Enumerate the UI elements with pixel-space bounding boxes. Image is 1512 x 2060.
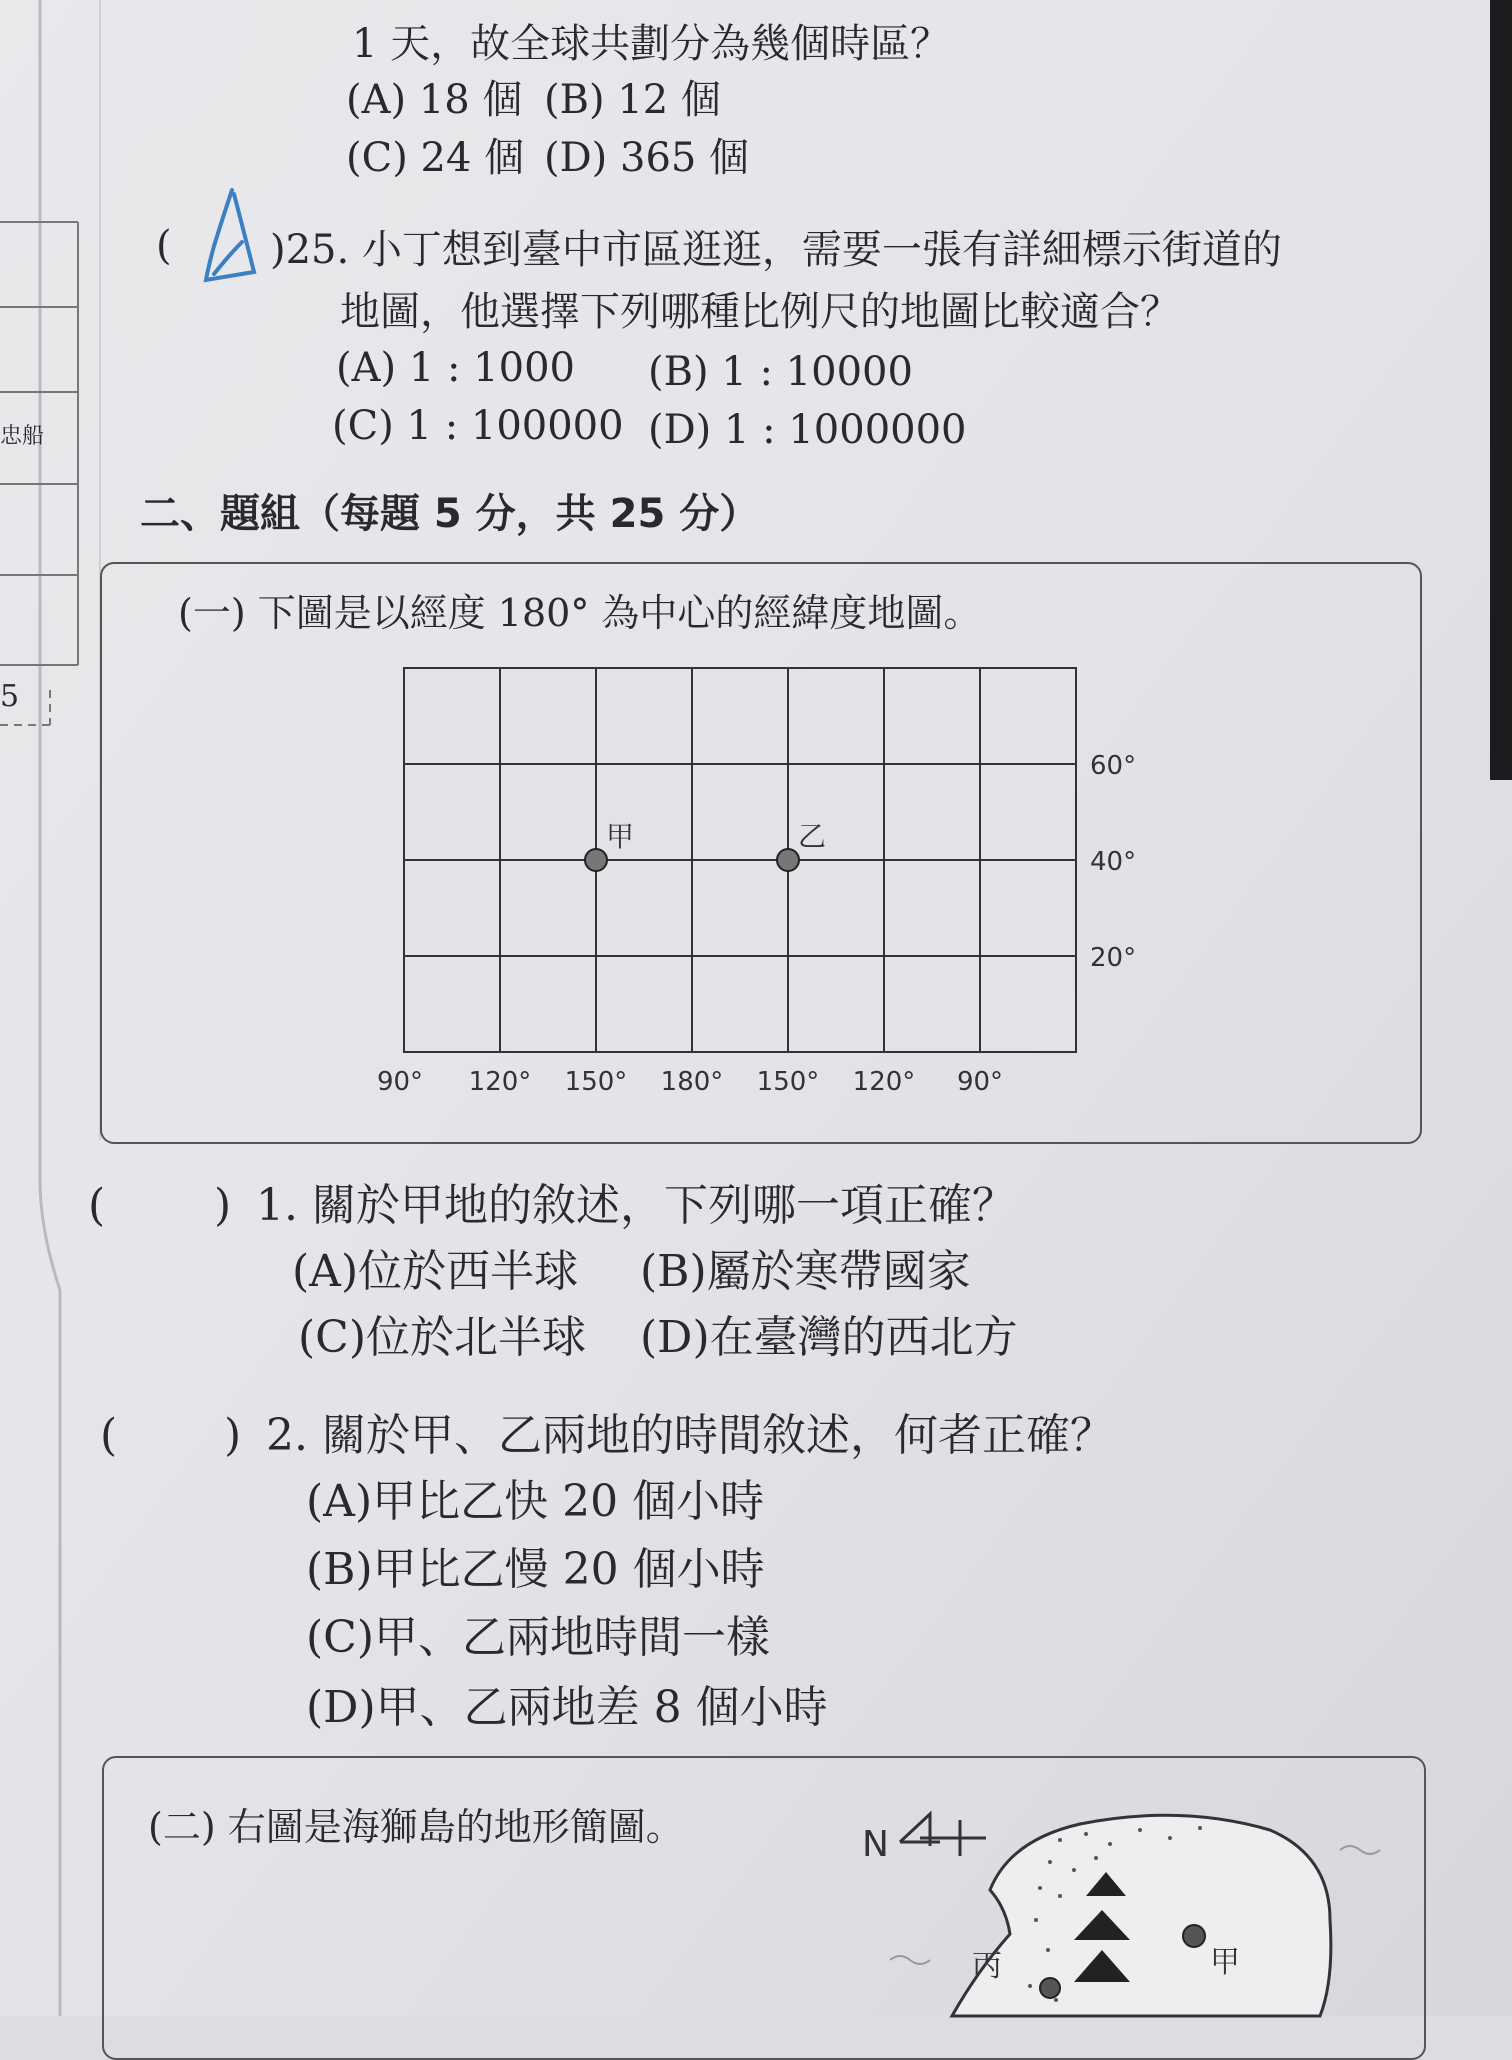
q25-option-c: (C) 1 : 100000 xyxy=(332,403,624,449)
q2-option-b: (B)甲比乙慢 20 個小時 xyxy=(306,1544,765,1595)
left-strip-label: 忠船 xyxy=(0,424,45,449)
point-jia-label: 甲 xyxy=(1210,1945,1240,1980)
q24-stem-end: 1 天，故全球共劃分為幾個時區？ xyxy=(352,21,951,67)
q2-paren-close: ) xyxy=(224,1410,242,1461)
q1-option-c: (C)位於北半球 xyxy=(298,1312,586,1363)
lon-tick-label: 120° xyxy=(468,1067,532,1097)
q25-option-a: (A) 1 : 1000 xyxy=(336,345,575,391)
q25-stem-line1: )25. 小丁想到臺中市區逛逛，需要一張有詳細標示街道的 xyxy=(270,227,1282,273)
q1-option-d: (D)在臺灣的西北方 xyxy=(640,1312,1018,1363)
point-marker xyxy=(777,849,799,871)
lon-tick-label: 90° xyxy=(376,1067,424,1097)
left-strip-number: 5 xyxy=(0,679,20,714)
lon-tick-label: 90° xyxy=(956,1067,1004,1097)
point-label: 乙 xyxy=(798,820,827,853)
lon-tick-label: 180° xyxy=(660,1067,724,1097)
lon-tick-label: 150° xyxy=(756,1067,820,1097)
north-arrow-label: N xyxy=(862,1824,889,1865)
q25-option-d: (D) 1 : 1000000 xyxy=(648,407,967,453)
sea-wave-icon xyxy=(890,1956,930,1964)
q1-stem: 1. 關於甲地的敘述，下列哪一項正確？ xyxy=(256,1180,1016,1231)
section-2-title: 二、題組（每題 5 分，共 25 分） xyxy=(140,491,760,537)
q2-option-c: (C)甲、乙兩地時間一樣 xyxy=(306,1612,770,1663)
q1-option-b: (B)屬於寒帶國家 xyxy=(640,1246,971,1297)
point-label: 甲 xyxy=(606,820,635,853)
q2-paren-open: ( xyxy=(100,1410,118,1461)
point-bing-label: 丙 xyxy=(972,1949,1002,1984)
island-map xyxy=(860,1800,1420,2016)
lat-tick-label: 40° xyxy=(1090,847,1137,877)
group1-caption: (一) 下圖是以經度 180° 為中心的經緯度地圖。 xyxy=(178,591,982,635)
lat-lon-grid-map xyxy=(376,660,1137,1100)
point-bing-marker xyxy=(1040,1978,1060,1998)
point-marker xyxy=(585,849,607,871)
point-jia-marker xyxy=(1183,1925,1205,1947)
q2-option-a: (A)甲比乙快 20 個小時 xyxy=(306,1476,765,1527)
q1-paren-close: ) xyxy=(214,1180,232,1231)
q24-option-d: (D) 365 個 xyxy=(544,135,750,181)
q2-option-d: (D)甲、乙兩地差 8 個小時 xyxy=(306,1682,828,1733)
q25-paren-open: ( xyxy=(156,223,172,269)
sea-wave-icon xyxy=(1340,1846,1380,1854)
q24-option-b: (B) 12 個 xyxy=(544,77,721,123)
q1-option-a: (A)位於西半球 xyxy=(292,1246,579,1297)
lat-tick-label: 20° xyxy=(1090,943,1137,973)
lat-tick-label: 60° xyxy=(1090,751,1137,781)
lon-tick-label: 150° xyxy=(564,1067,628,1097)
q25-option-b: (B) 1 : 10000 xyxy=(648,349,913,395)
group2-caption: (二) 右圖是海獅島的地形簡圖。 xyxy=(148,1805,684,1849)
q24-option-a: (A) 18 個 xyxy=(346,77,523,123)
q24-option-c: (C) 24 個 xyxy=(346,135,525,181)
north-arrow-icon xyxy=(900,1814,986,1856)
island-outline xyxy=(952,1815,1331,2016)
q1-paren-open: ( xyxy=(88,1180,106,1231)
q25-stem-line2: 地圖，他選擇下列哪種比例尺的地圖比較適合？ xyxy=(340,289,1180,335)
lon-tick-label: 120° xyxy=(852,1067,916,1097)
q25-handwritten-answer xyxy=(190,180,270,300)
q2-stem: 2. 關於甲、乙兩地的時間敘述，何者正確？ xyxy=(266,1410,1114,1461)
